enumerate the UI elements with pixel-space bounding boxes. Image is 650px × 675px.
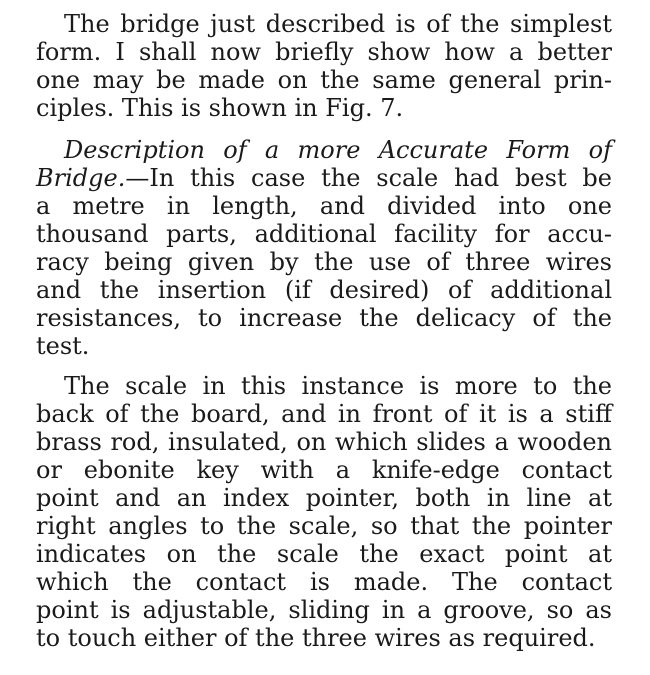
paragraph-3-line-4: or ebonite key with a knife-edge contact bbox=[36, 456, 612, 484]
paragraph-2-line-5: racy being given by the use of three wires bbox=[36, 248, 612, 276]
paragraph-3-line-2: back of the board, and in front of it is a stiff bbox=[36, 400, 612, 428]
paragraph-3-line-6: right angles to the scale, so that the pointer bbox=[36, 512, 612, 540]
paragraph-2-line-2-rest: —In this case the scale had best be bbox=[125, 164, 612, 192]
paragraph-3-line-5: point and an index pointer, both in line at bbox=[36, 484, 612, 512]
paragraph-1-line-2: form. I shall now briefly show how a better bbox=[36, 38, 612, 66]
paragraph-2-line-2 bbox=[36, 164, 612, 192]
paragraph-3-line-9: point is adjustable, sliding in a groove, so as bbox=[36, 596, 612, 624]
paragraph-1-line-3: one may be made on the same general prin- bbox=[36, 66, 612, 94]
paragraph-3-line-7: indicates on the scale the exact point at bbox=[36, 540, 612, 568]
paragraph-1-line-4: ciples. This is shown in Fig. 7. bbox=[36, 94, 404, 122]
paragraph-2-line-8: test. bbox=[36, 332, 90, 360]
paragraph-3-line-8: which the contact is made. The contact bbox=[36, 568, 612, 596]
paragraph-2-heading-line-1: Description of a more Accurate Form of bbox=[64, 136, 612, 164]
paragraph-3-line-1: The scale in this instance is more to the bbox=[64, 372, 612, 400]
paragraph-2-line-7: resistances, to increase the delicacy of the bbox=[36, 304, 612, 332]
paragraph-2-line-4: thousand parts, additional facility for accu- bbox=[36, 220, 612, 248]
paragraph-2-heading-line-2: Bridge. bbox=[36, 164, 126, 192]
paragraph-3-line-10: to touch either of the three wires as required. bbox=[36, 624, 596, 652]
paragraph-2-line-3: a metre in length, and divided into one bbox=[36, 192, 612, 220]
paragraph-1-line-1: The bridge just described is of the simplest bbox=[64, 10, 612, 38]
paragraph-2-line-6: and the insertion (if desired) of additional bbox=[36, 276, 612, 304]
paragraph-3-line-3: brass rod, insulated, on which slides a wooden bbox=[36, 428, 612, 456]
